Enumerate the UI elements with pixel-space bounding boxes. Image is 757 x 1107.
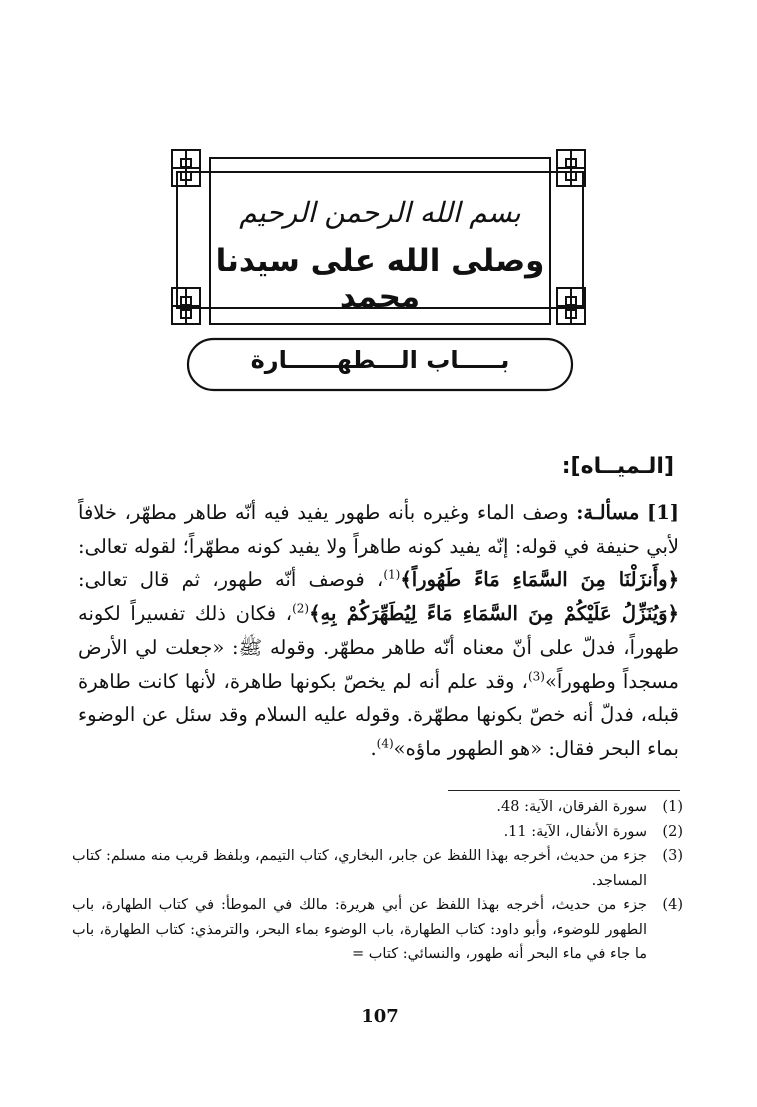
paragraph-text: وصف الماء وغيره بأنه طهور يفيد فيه أنّه طاهر مطهّر، خلافاً لأبي حنيفة في قوله: إنّه يفيد كونه طاهراً ولا يفيد كونه مطهّراً؛ لقوله تعالى: bbox=[78, 501, 679, 558]
corner-ornament-top-right bbox=[557, 150, 585, 186]
footnote-ref: (4) bbox=[376, 736, 394, 751]
quran-verse: ﴿وَيُنَزِّلُ عَلَيْكُمْ مِنَ السَّمَاءِ مَاءً لِيُطَهِّرَكُمْ بِهِ﴾ bbox=[309, 602, 679, 626]
paragraph-text: ، فكان ذلك تفسيراً لكونه طهوراً، فدلّ على أنّ معناه أنّه طاهر مطهّر. وقوله ﷺ: «جعلت لي الأرض مسجداً وطهوراً» bbox=[78, 602, 679, 693]
section-title: [الـميــاه]: bbox=[561, 454, 674, 479]
issue-number: [1] bbox=[646, 501, 680, 524]
footnote-number: (1) bbox=[662, 799, 683, 815]
footnote-item bbox=[72, 893, 683, 967]
issue-label: مسألـة: bbox=[576, 501, 640, 524]
footnote-number: (3) bbox=[662, 848, 683, 864]
basmala: بسم الله الرحمن الرحيم bbox=[239, 196, 521, 229]
footnote-item bbox=[72, 795, 683, 820]
footnote-text: جزء من حديث، أخرجه بهذا اللفظ عن أبي هريرة: مالك في الموطأ: في كتاب الطهارة، باب الطهور للوضوء، وأبو داود: كتاب الطهارة، باب الوضوء بماء البحر، والترمذي: كتاب الطهارة، باب ما جاء في ماء البحر أنه طهور، والنسائي: كتاب = bbox=[72, 897, 647, 962]
footnote-item bbox=[72, 844, 683, 893]
issue-paragraph bbox=[78, 496, 679, 766]
footnote-text: سورة الفرقان، الآية: 48. bbox=[496, 799, 647, 815]
paragraph-text: ، وقد علم أنه لم يخصّ بكونها طاهرة، لأنها كانت طاهرة قبله، فدلّ أنه خصّ بكونها مطهّرة. وقوله عليه السلام وقد سئل عن الوضوء بماء البحر فقال: «هو الطهور ماؤه» bbox=[78, 669, 679, 760]
footnote-number: (2) bbox=[662, 823, 683, 840]
quran-verse: ﴿وأَنزَلْنَا مِنَ السَّمَاءِ مَاءً طَهُوراً﴾ bbox=[400, 568, 679, 592]
footnote-ref: (3) bbox=[527, 669, 545, 684]
chapter-title: بـــــاب الـــطهــــــارة bbox=[250, 346, 510, 374]
page-number: 107 bbox=[361, 1006, 399, 1027]
footnote-item bbox=[72, 820, 683, 845]
footnotes bbox=[72, 795, 683, 967]
paragraph-text: . bbox=[370, 736, 377, 760]
paragraph-text: ، فوصف أنّه طهور، ثم قال تعالى: bbox=[78, 568, 384, 592]
salawat-heading: وصلى الله على سيدنا محمد bbox=[215, 243, 545, 315]
footnote-ref: (1) bbox=[383, 567, 401, 582]
footnote-divider bbox=[448, 790, 680, 791]
footnote-number: (4) bbox=[662, 897, 683, 913]
footnote-text: جزء من حديث، أخرجه بهذا اللفظ عن جابر، البخاري، كتاب التيمم، وبلفظ قريب منه مسلم: كتاب المساجد. bbox=[72, 848, 647, 889]
footnote-ref: (2) bbox=[292, 601, 310, 616]
footnote-text: سورة الأنفال، الآية: 11. bbox=[503, 823, 647, 840]
